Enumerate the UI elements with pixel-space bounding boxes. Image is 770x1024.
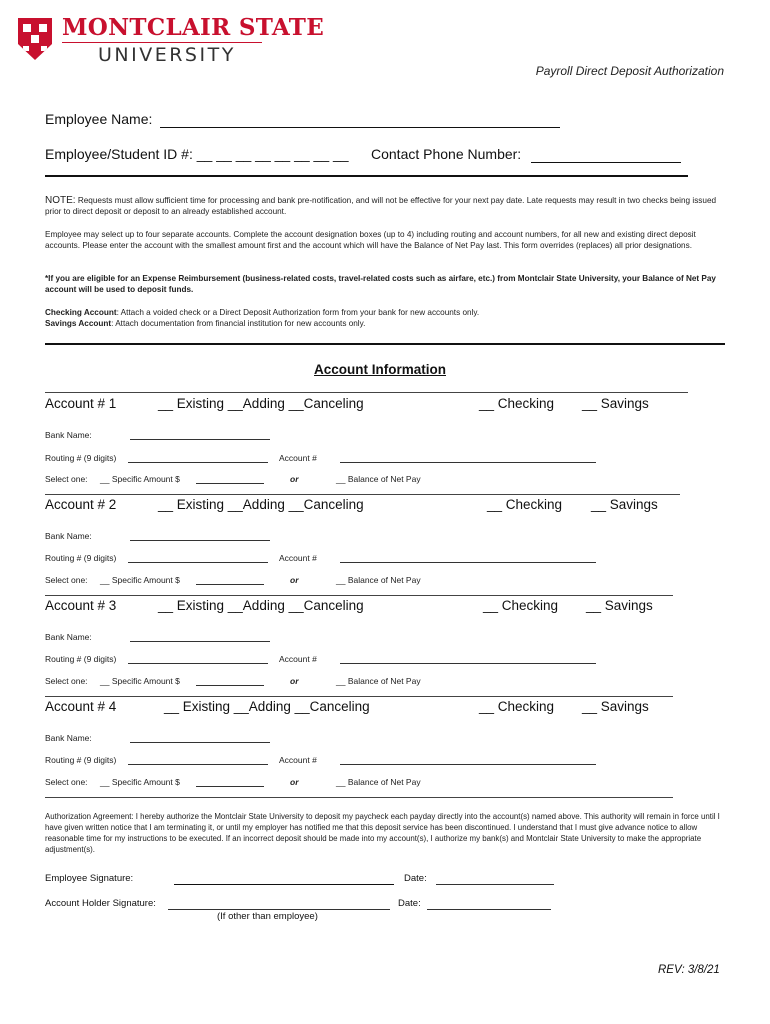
employee-signature-field[interactable] (174, 874, 394, 885)
section-divider (45, 343, 725, 345)
account-3-label: Account # 3 (45, 598, 117, 613)
account-3-amount-field[interactable] (196, 676, 264, 686)
account-4-bank-name-field[interactable] (130, 733, 270, 743)
account-4-number-field[interactable] (340, 755, 596, 765)
account-1-checking-option[interactable]: __ Checking (479, 396, 555, 411)
employee-signature-label: Employee Signature: (45, 873, 134, 884)
accounts-instructions: Employee may select up to four separate accounts. Complete the account designation boxes (up to 4) including routing and account numbers, for all new and existing direct deposit accounts. Please enter the account with the smallest amount first and the account which will have the Balance of Net Pay last. This form overrides (replaces) all prior designations. (45, 230, 696, 250)
select-one-label: Select one: (45, 676, 88, 686)
account-3-routing-field[interactable] (128, 654, 268, 664)
other-than-employee-note: (If other than employee) (217, 911, 318, 922)
routing-label: Routing # (9 digits) (45, 453, 117, 463)
employee-name-field[interactable] (160, 111, 560, 128)
account-1-specific-amount-option[interactable]: __ Specific Amount $ (100, 474, 180, 484)
account-number-label: Account # (279, 553, 317, 563)
note-paragraph (45, 195, 725, 217)
account-3-specific-amount-option[interactable]: __ Specific Amount $ (100, 676, 180, 686)
bank-name-label: Bank Name: (45, 733, 92, 743)
expense-reimbursement-note: *If you are eligible for an Expense Reimbursement (business-related costs, travel-related costs such as airfare, etc.) from Montclair State University, your Balance of Net Pay account will be used to deposit funds. (45, 274, 716, 294)
employee-date-field[interactable] (436, 874, 554, 885)
account-2-balance-option[interactable]: __ Balance of Net Pay (336, 575, 421, 585)
account-2-amount-field[interactable] (196, 575, 264, 585)
account-2-number-field[interactable] (340, 553, 596, 563)
section-divider (45, 175, 688, 177)
checking-note (45, 307, 725, 318)
account-holder-date-field[interactable] (427, 899, 551, 910)
authorization-agreement: Authorization Agreement: I hereby authorize the Montclair State University to deposit my paycheck each payday directly into the account(s) named above. This authority will remain in force until I have given written notice that I am terminating it, or until my employer has notified me that this deposit service has been discontinued. I understand that I must give advance notice to allow reasonable time for my instructions to be executed. If an incorrect deposit should be made into my account(s), I authorize my bank(s) and Montclair State University to make the appropriate adjustment(s). (45, 812, 720, 854)
checking-note-label: Checking Account (45, 308, 117, 317)
or-label: or (290, 575, 299, 585)
account-divider (45, 696, 673, 697)
account-1-amount-field[interactable] (196, 474, 264, 484)
account-divider (45, 392, 688, 393)
account-number-label: Account # (279, 755, 317, 765)
account-1-balance-option[interactable]: __ Balance of Net Pay (336, 474, 421, 484)
account-3-number-field[interactable] (340, 654, 596, 664)
account-3-savings-option[interactable]: __ Savings (586, 598, 653, 613)
account-4-status-options[interactable]: __ Existing __Adding __Canceling (164, 699, 370, 714)
note-prefix: NOTE: (45, 195, 76, 206)
university-subtitle: UNIVERSITY (98, 44, 236, 66)
employee-name-label: Employee Name: (45, 111, 153, 127)
select-one-label: Select one: (45, 777, 88, 787)
account-3-bank-name-field[interactable] (130, 632, 270, 642)
phone-label: Contact Phone Number: (371, 146, 522, 162)
account-holder-signature-label: Account Holder Signature: (45, 898, 156, 909)
phone-row (371, 146, 681, 163)
form-title: Payroll Direct Deposit Authorization (535, 64, 724, 78)
routing-label: Routing # (9 digits) (45, 553, 117, 563)
bank-name-label: Bank Name: (45, 531, 92, 541)
account-divider (45, 797, 673, 798)
account-holder-signature-field[interactable] (168, 899, 390, 910)
account-2-label: Account # 2 (45, 497, 117, 512)
account-1-number-field[interactable] (340, 453, 596, 463)
account-information-title: Account Information (314, 362, 446, 377)
savings-note-text: : Attach documentation from financial institution for new accounts only. (111, 319, 366, 328)
account-2-status-options[interactable]: __ Existing __Adding __Canceling (158, 497, 364, 512)
account-3-checking-option[interactable]: __ Checking (483, 598, 559, 613)
employee-id-row (45, 146, 349, 162)
select-one-label: Select one: (45, 474, 88, 484)
account-1-routing-field[interactable] (128, 453, 268, 463)
logo-divider (62, 42, 262, 43)
account-2-bank-name-field[interactable] (130, 531, 270, 541)
university-shield-logo (18, 18, 52, 60)
account-1-status-options[interactable]: __ Existing __Adding __Canceling (158, 396, 364, 411)
account-holder-date-label: Date: (398, 898, 421, 909)
university-name: MONTCLAIR STATE (62, 14, 325, 41)
account-3-status-options[interactable]: __ Existing __Adding __Canceling (158, 598, 364, 613)
account-2-routing-field[interactable] (128, 553, 268, 563)
or-label: or (290, 676, 299, 686)
account-4-label: Account # 4 (45, 699, 117, 714)
routing-label: Routing # (9 digits) (45, 755, 117, 765)
bank-name-label: Bank Name: (45, 632, 92, 642)
account-4-routing-field[interactable] (128, 755, 268, 765)
account-number-label: Account # (279, 453, 317, 463)
account-2-specific-amount-option[interactable]: __ Specific Amount $ (100, 575, 180, 585)
account-3-balance-option[interactable]: __ Balance of Net Pay (336, 676, 421, 686)
savings-note (45, 318, 725, 329)
account-4-balance-option[interactable]: __ Balance of Net Pay (336, 777, 421, 787)
employee-id-field[interactable]: __ __ __ __ __ __ __ __ (196, 146, 349, 162)
account-2-checking-option[interactable]: __ Checking (487, 497, 563, 512)
employee-date-label: Date: (404, 873, 427, 884)
account-1-bank-name-field[interactable] (130, 430, 270, 440)
account-divider (45, 595, 673, 596)
employee-id-label: Employee/Student ID #: (45, 146, 193, 162)
checking-note-text: : Attach a voided check or a Direct Deposit Authorization form from your bank for new accounts only. (116, 308, 480, 317)
account-4-savings-option[interactable]: __ Savings (582, 699, 649, 714)
select-one-label: Select one: (45, 575, 88, 585)
or-label: or (290, 474, 299, 484)
employee-name-row (45, 111, 560, 128)
or-label: or (290, 777, 299, 787)
account-divider (45, 494, 680, 495)
account-4-amount-field[interactable] (196, 777, 264, 787)
savings-note-label: Savings Account (45, 319, 112, 328)
account-4-specific-amount-option[interactable]: __ Specific Amount $ (100, 777, 180, 787)
account-4-checking-option[interactable]: __ Checking (479, 699, 555, 714)
phone-field[interactable] (531, 146, 681, 163)
note-text: Requests must allow sufficient time for processing and bank pre-notification, and will not be effective for your next pay date. Late requests may result in two checks being issued prior to direct deposit or deposit to an already established account. (45, 196, 717, 216)
account-number-label: Account # (279, 654, 317, 664)
account-2-savings-option[interactable]: __ Savings (591, 497, 658, 512)
routing-label: Routing # (9 digits) (45, 654, 117, 664)
revision-date: REV: 3/8/21 (658, 964, 720, 976)
account-1-savings-option[interactable]: __ Savings (582, 396, 649, 411)
account-1-label: Account # 1 (45, 396, 117, 411)
bank-name-label: Bank Name: (45, 430, 92, 440)
